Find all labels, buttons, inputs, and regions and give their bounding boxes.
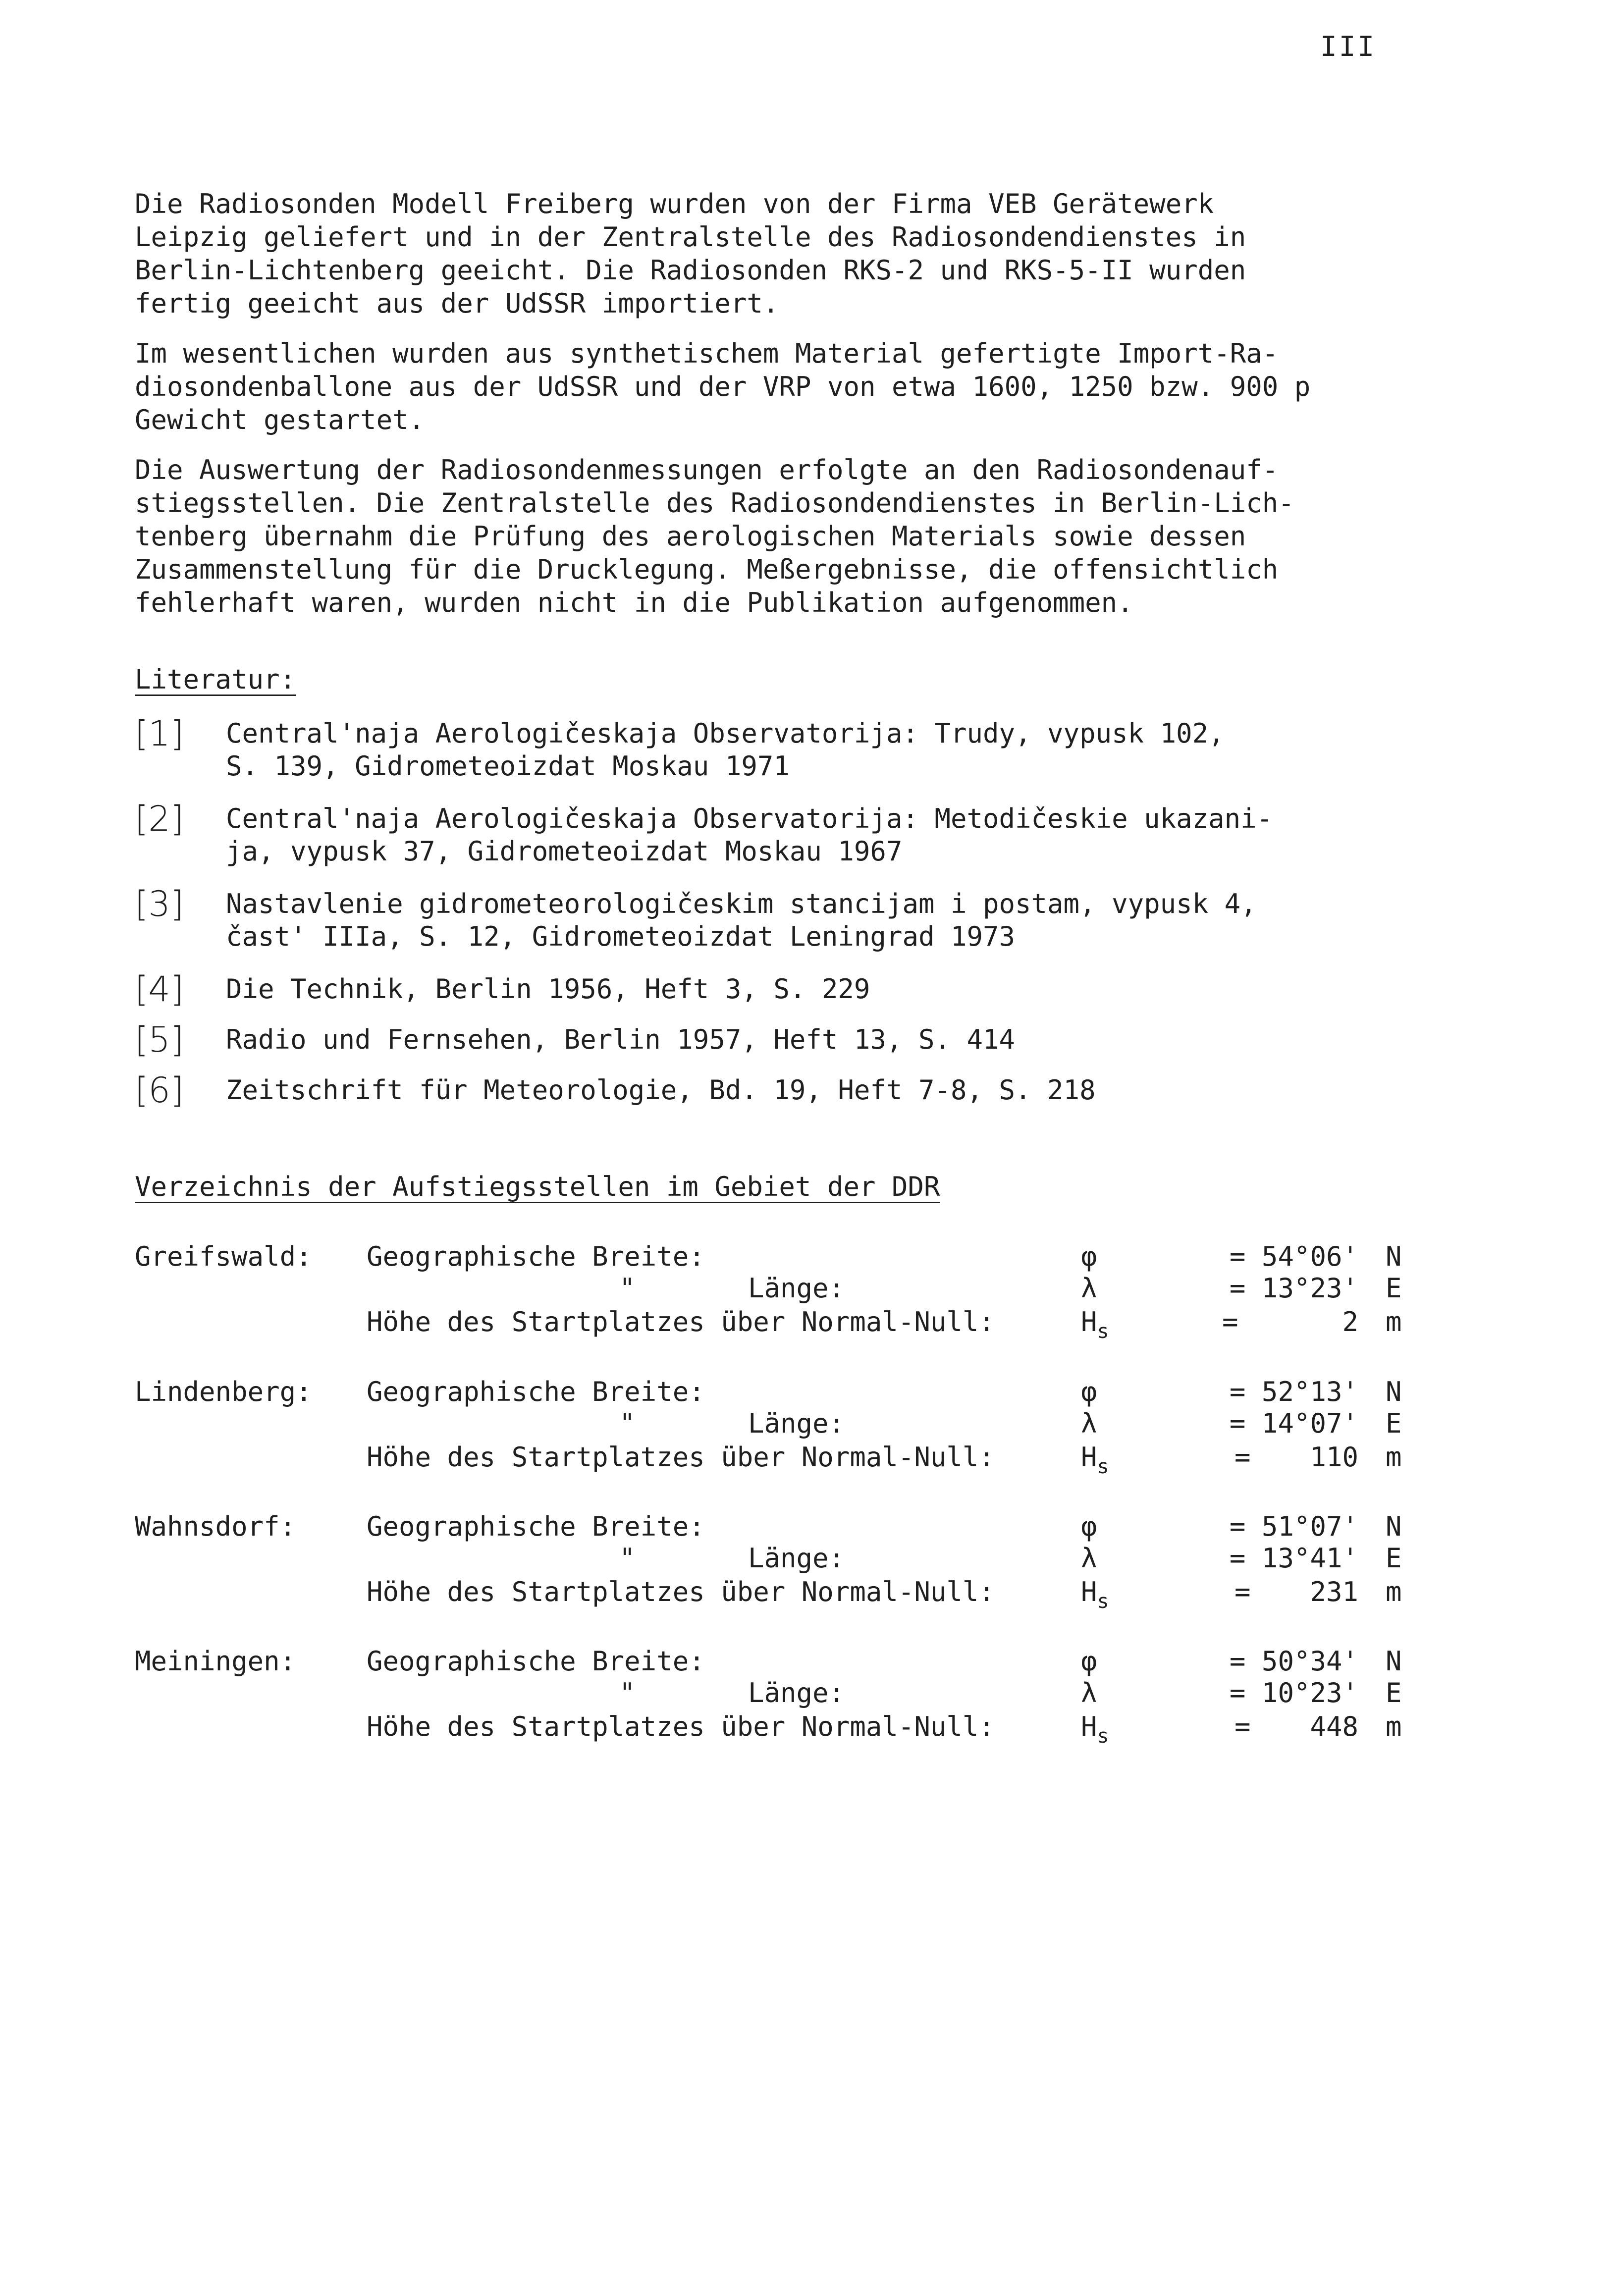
height-value: = 110 xyxy=(1234,1442,1358,1473)
height-row xyxy=(367,1306,995,1339)
longitude-label: Länge: xyxy=(748,1273,845,1304)
height-symbol: $H_s$ xyxy=(1081,1306,1109,1343)
height-unit: m xyxy=(1386,1711,1402,1742)
longitude-value: = 13°41' xyxy=(1229,1543,1358,1574)
literature-number: [2] xyxy=(135,799,184,839)
literature-item xyxy=(135,1070,1472,1121)
height-unit: m xyxy=(1386,1576,1402,1607)
height-label: Höhe des Startplatzes über Normal-Null: xyxy=(367,1576,995,1607)
height-value: = 2 xyxy=(1222,1306,1358,1337)
longitude-direction: E xyxy=(1386,1408,1402,1439)
latitude-label: Geographische Breite: xyxy=(367,1646,705,1677)
longitude-value: = 14°07' xyxy=(1229,1408,1358,1439)
height-unit: m xyxy=(1386,1442,1402,1473)
literature-text: Central'naja Aerologičeskaja Observatorija: Trudy, vypusk 102, S. 139, Gidrometeoizdat Moskau 1971 xyxy=(226,718,1225,782)
literature-item xyxy=(135,799,1472,884)
station-name: Wahnsdorf: xyxy=(135,1511,296,1542)
station-name: Meiningen: xyxy=(135,1646,296,1677)
height-label: Höhe des Startplatzes über Normal-Null: xyxy=(367,1306,995,1337)
page-number: III xyxy=(1320,31,1377,63)
latitude-label: Geographische Breite: xyxy=(367,1511,705,1542)
literature-text: Central'naja Aerologičeskaja Observatorija: Metodičeskie ukazani- ja, vypusk 37, Gidrometeoizdat Moskau 1967 xyxy=(226,803,1273,867)
literature-item xyxy=(135,1019,1472,1070)
station-block xyxy=(135,1241,1472,1350)
ditto-mark: " xyxy=(619,1677,636,1709)
longitude-value: = 10°23' xyxy=(1229,1677,1358,1709)
stations-heading: Verzeichnis der Aufstiegsstellen im Gebiet der DDR xyxy=(135,1171,940,1202)
paragraph-radiosonden: Die Radiosonden Modell Freiberg wurden von der Firma VEB Gerätewerk Leipzig geliefert und in der Zentralstelle des Radiosondendienstes in Berlin-Lichtenberg geeicht. Die Radiosonden RKS-2 und RKS-5-II wurden fertig geeicht aus der UdSSR importiert. xyxy=(135,188,1246,319)
longitude-value: = 13°23' xyxy=(1229,1273,1358,1304)
station-name: Lindenberg: xyxy=(135,1376,312,1407)
latitude-direction: N xyxy=(1386,1511,1402,1542)
latitude-value: = 50°34' xyxy=(1229,1646,1358,1677)
latitude-value: = 52°13' xyxy=(1229,1376,1358,1407)
literature-number: [1] xyxy=(135,713,184,754)
station-name: Greifswald: xyxy=(135,1241,312,1272)
latitude-direction: N xyxy=(1386,1646,1402,1677)
latitude-label: Geographische Breite: xyxy=(367,1376,705,1407)
literature-number: [5] xyxy=(135,1019,184,1060)
longitude-direction: E xyxy=(1386,1677,1402,1709)
height-value: = 448 xyxy=(1234,1711,1358,1742)
longitude-label: Länge: xyxy=(748,1408,845,1439)
phi-symbol: φ xyxy=(1081,1646,1097,1677)
lambda-symbol: λ xyxy=(1081,1408,1097,1439)
literature-list xyxy=(135,713,1472,1121)
literature-item xyxy=(135,969,1472,1019)
ditto-mark: " xyxy=(619,1408,636,1439)
latitude-label: Geographische Breite: xyxy=(367,1241,705,1272)
ditto-mark: " xyxy=(619,1543,636,1574)
height-unit: m xyxy=(1386,1306,1402,1337)
latitude-row xyxy=(367,1511,705,1544)
literature-item xyxy=(135,884,1472,969)
height-row xyxy=(367,1442,995,1474)
lambda-symbol: λ xyxy=(1081,1677,1097,1709)
paragraph-auswertung: Die Auswertung der Radiosondenmessungen erfolgte an den Radiosondenauf- stiegsstellen. Die Zentralstelle des Radiosondendienstes in Berlin-Lich- tenberg übernahm die Prüfung des aerologischen Materials sowie dessen Zusammenstellung für die Drucklegung. Meßergebnisse, die offensichtlich fehlerhaft waren, wurden nicht in die Publikation aufgenommen. xyxy=(135,454,1294,618)
height-symbol: $H_s$ xyxy=(1081,1711,1109,1748)
height-value: = 231 xyxy=(1234,1576,1358,1607)
height-row xyxy=(367,1576,995,1609)
latitude-row xyxy=(367,1376,705,1409)
station-block xyxy=(135,1511,1472,1620)
station-block xyxy=(135,1376,1472,1485)
height-symbol: $H_s$ xyxy=(1081,1576,1109,1613)
latitude-value: = 54°06' xyxy=(1229,1241,1358,1272)
phi-symbol: φ xyxy=(1081,1376,1097,1407)
lambda-symbol: λ xyxy=(1081,1273,1097,1304)
paragraph-ballone: Im wesentlichen wurden aus synthetischem Material gefertigte Import-Ra- diosondenballone aus der UdSSR und der VRP von etwa 1600, 1250 bzw. 900 p Gewicht gestartet. xyxy=(135,338,1311,435)
longitude-label: Länge: xyxy=(748,1543,845,1574)
longitude-direction: E xyxy=(1386,1543,1402,1574)
literature-number: [6] xyxy=(135,1070,184,1111)
height-label: Höhe des Startplatzes über Normal-Null: xyxy=(367,1442,995,1473)
literature-number: [4] xyxy=(135,969,184,1010)
literature-text: Nastavlenie gidrometeorologičeskim stancijam i postam, vypusk 4, čast' IIIa, S. 12, Gidrometeoizdat Leningrad 1973 xyxy=(226,888,1257,952)
latitude-direction: N xyxy=(1386,1241,1402,1272)
literature-number: [3] xyxy=(135,884,184,924)
literature-text: Die Technik, Berlin 1956, Heft 3, S. 229 xyxy=(226,973,870,1005)
latitude-value: = 51°07' xyxy=(1229,1511,1358,1542)
latitude-row xyxy=(367,1241,705,1274)
literature-text: Radio und Fernsehen, Berlin 1957, Heft 13, S. 414 xyxy=(226,1024,1016,1055)
longitude-label: Länge: xyxy=(748,1677,845,1709)
literature-text: Zeitschrift für Meteorologie, Bd. 19, Heft 7-8, S. 218 xyxy=(226,1074,1096,1106)
station-block xyxy=(135,1646,1472,1755)
height-label: Höhe des Startplatzes über Normal-Null: xyxy=(367,1711,995,1742)
latitude-row xyxy=(367,1646,705,1678)
phi-symbol: φ xyxy=(1081,1241,1097,1272)
height-row xyxy=(367,1711,995,1744)
literature-heading: Literatur: xyxy=(135,664,296,695)
literature-item xyxy=(135,713,1472,799)
height-symbol: $H_s$ xyxy=(1081,1442,1109,1478)
latitude-direction: N xyxy=(1386,1376,1402,1407)
longitude-direction: E xyxy=(1386,1273,1402,1304)
lambda-symbol: λ xyxy=(1081,1543,1097,1574)
ditto-mark: " xyxy=(619,1273,636,1304)
phi-symbol: φ xyxy=(1081,1511,1097,1542)
